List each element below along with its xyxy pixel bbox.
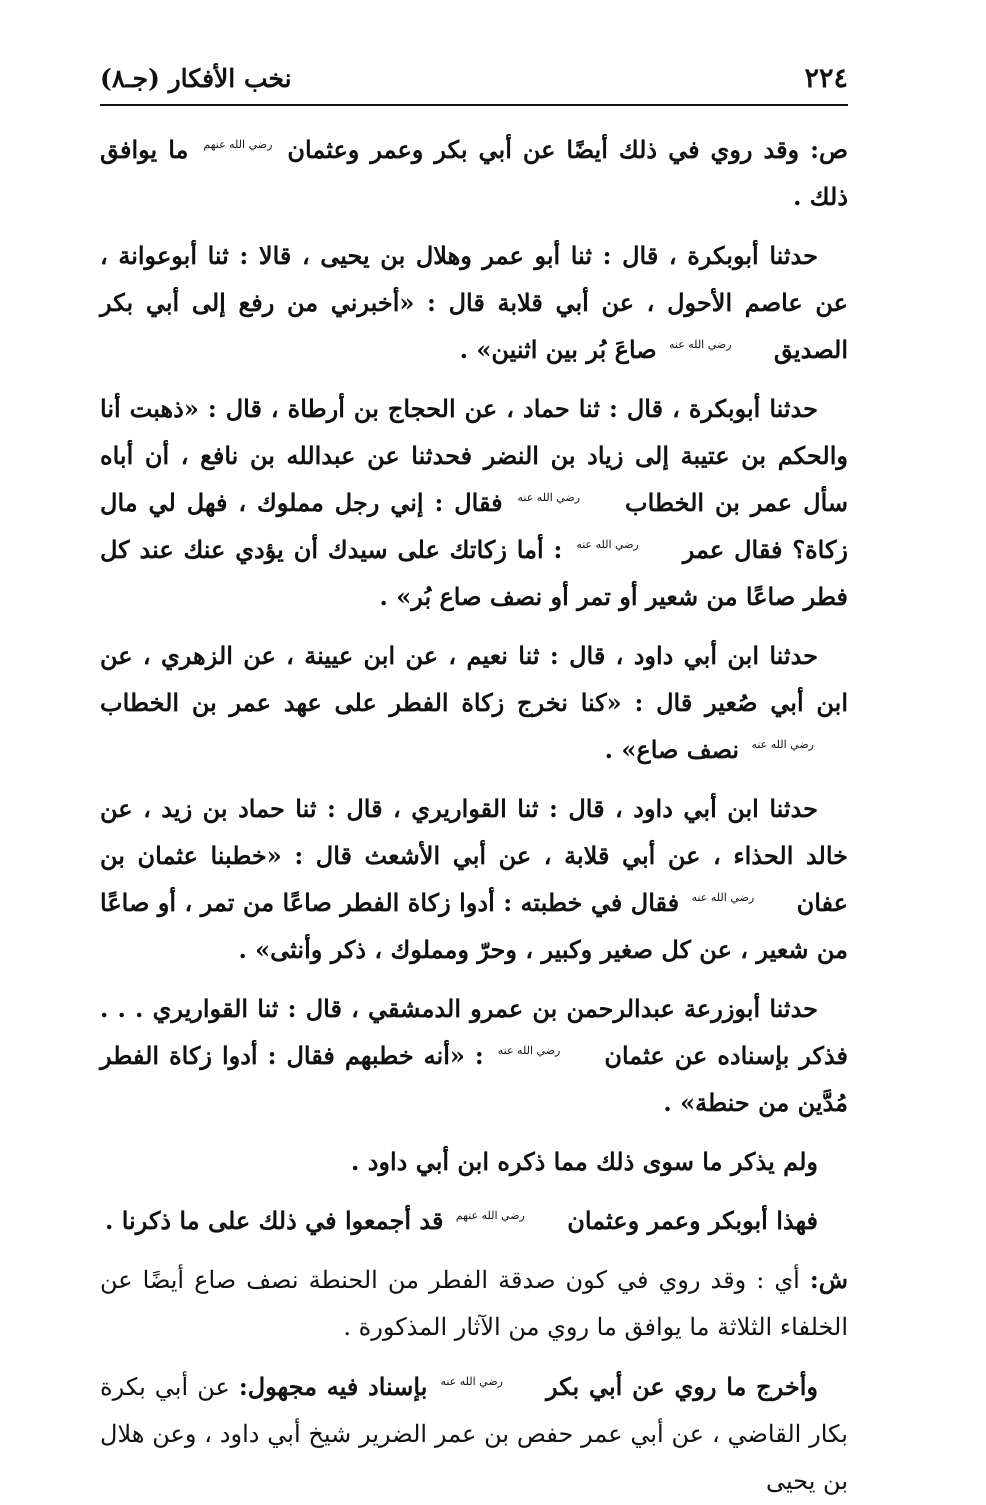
book-title: نخب الأفكار (جـ٨)	[100, 63, 292, 93]
paragraph-hadith-5	[100, 985, 848, 1126]
paragraph-tail: صاعَ بُر بين اثنين» .	[459, 335, 657, 364]
page-number: ٢٢٤	[804, 62, 848, 94]
paragraph-tail: : «أنه خطبهم فقال : أدوا زكاة الفطر مُدَّين من حنطة» .	[100, 1041, 848, 1117]
honorific-icon: رضي الله عنه	[576, 538, 639, 551]
paragraph-sharh-2	[100, 1363, 848, 1505]
paragraph-hadith-4	[100, 785, 848, 973]
paragraph-text: حدثنا أبوبكرة ، قال : ثنا حماد ، عن الحجاج بن أرطاة ، قال : «ذهبت أنا والحكم بن عتيبة إلى زياد بن النضر فحدثنا عن عبدالله بن نافع ، أن أباه سأل عمر بن الخطاب	[100, 394, 848, 517]
paragraph-note	[100, 1138, 848, 1185]
paragraph-text: حدثنا ابن أبي داود ، قال : ثنا نعيم ، عن ابن عيينة ، عن الزهري ، عن ابن أبي صُعير قال : «كنا نخرج زكاة الفطر على عهد عمر بن الخطاب	[100, 641, 849, 717]
sad-marker: ص:	[810, 135, 848, 164]
paragraph-text: وقد روي في ذلك أيضًا عن أبي بكر وعمر وعثمان	[287, 135, 800, 164]
paragraph-tail: فقال في خطبته : أدوا زكاة الفطر صاعًا من تمر ، أو صاعًا من شعير ، عن كل صغير وكبير ، وحرّ ومملوك ، ذكر وأنثى» .	[100, 888, 848, 964]
honorific-icon: رضي الله عنه	[440, 1375, 503, 1388]
honorific-icon: رضي الله عنهم	[203, 138, 273, 151]
paragraph-tail: نصف صاع» .	[604, 735, 740, 764]
page-body	[100, 126, 848, 1505]
paragraph-mid: فقال : إني رجل مملوك ، فهل لي مال زكاة؟ فقال عمر	[100, 488, 849, 564]
honorific-icon: رضي الله عنه	[669, 338, 732, 351]
paragraph-text: أي : وقد روي في كون صدقة الفطر من الحنطة نصف صاع أيضًا عن الخلفاء الثلاثة ما يوافق ما روي من الآثار المذكورة .	[100, 1266, 848, 1341]
paragraph-tail: : أما زكاتك على سيدك أن يؤدي عنك عند كل فطر صاعًا من شعير أو تمر أو نصف صاع بُر» .	[100, 535, 848, 611]
paragraph-matn-intro	[100, 126, 848, 220]
paragraph-text: وأخرج ما روي عن أبي بكر	[546, 1372, 818, 1401]
paragraph-text: حدثنا ابن أبي داود ، قال : ثنا القواريري ، قال : ثنا حماد بن زيد ، عن خالد الحذاء ، عن أبي قلابة ، عن أبي الأشعث قال : «خطبنا عثمان بن عفان	[100, 794, 849, 917]
paragraph-tail: عن أبي بكرة بكار القاضي ، عن أبي عمر حفص بن عمر الضرير شيخ أبي داود ، وعن هلال بن يحيى	[100, 1373, 848, 1495]
paragraph-text: فهذا أبوبكر وعمر وعثمان	[567, 1206, 818, 1235]
paragraph-sharh	[100, 1256, 848, 1351]
honorific-icon: رضي الله عنه	[517, 491, 581, 504]
honorific-icon: رضي الله عنه	[691, 891, 755, 904]
paragraph-text: حدثنا أبوزرعة عبدالرحمن بن عمرو الدمشقي ، قال : ثنا القواريري . . . فذكر بإسناده عن عثمان	[100, 994, 849, 1070]
honorific-icon: رضي الله عنهم	[455, 1209, 525, 1222]
honorific-icon: رضي الله عنه	[751, 738, 814, 751]
paragraph-text: حدثنا أبوبكرة ، قال : ثنا أبو عمر وهلال بن يحيى ، قالا : ثنا أبوعوانة ، عن عاصم الأحول ، عن أبي قلابة قال : «أخبرني من رفع إلى أبي بكر الصديق	[100, 241, 848, 364]
paragraph-hadith-1	[100, 232, 848, 373]
paragraph-hadith-3	[100, 632, 848, 773]
page-header	[100, 52, 848, 106]
book-page	[100, 52, 849, 1495]
paragraph-hadith-2	[100, 385, 848, 620]
paragraph-tail: ما يوافق ذلك .	[100, 135, 848, 211]
paragraph-mid: بإسناد فيه مجهول:	[238, 1372, 428, 1401]
paragraph-conclusion	[100, 1197, 848, 1244]
paragraph-text: ولم يذكر ما سوى ذلك مما ذكره ابن أبي داود .	[351, 1147, 818, 1176]
honorific-icon: رضي الله عنه	[497, 1044, 561, 1057]
paragraph-tail: قد أجمعوا في ذلك على ما ذكرنا .	[105, 1206, 444, 1235]
shin-marker: ش:	[809, 1265, 848, 1294]
